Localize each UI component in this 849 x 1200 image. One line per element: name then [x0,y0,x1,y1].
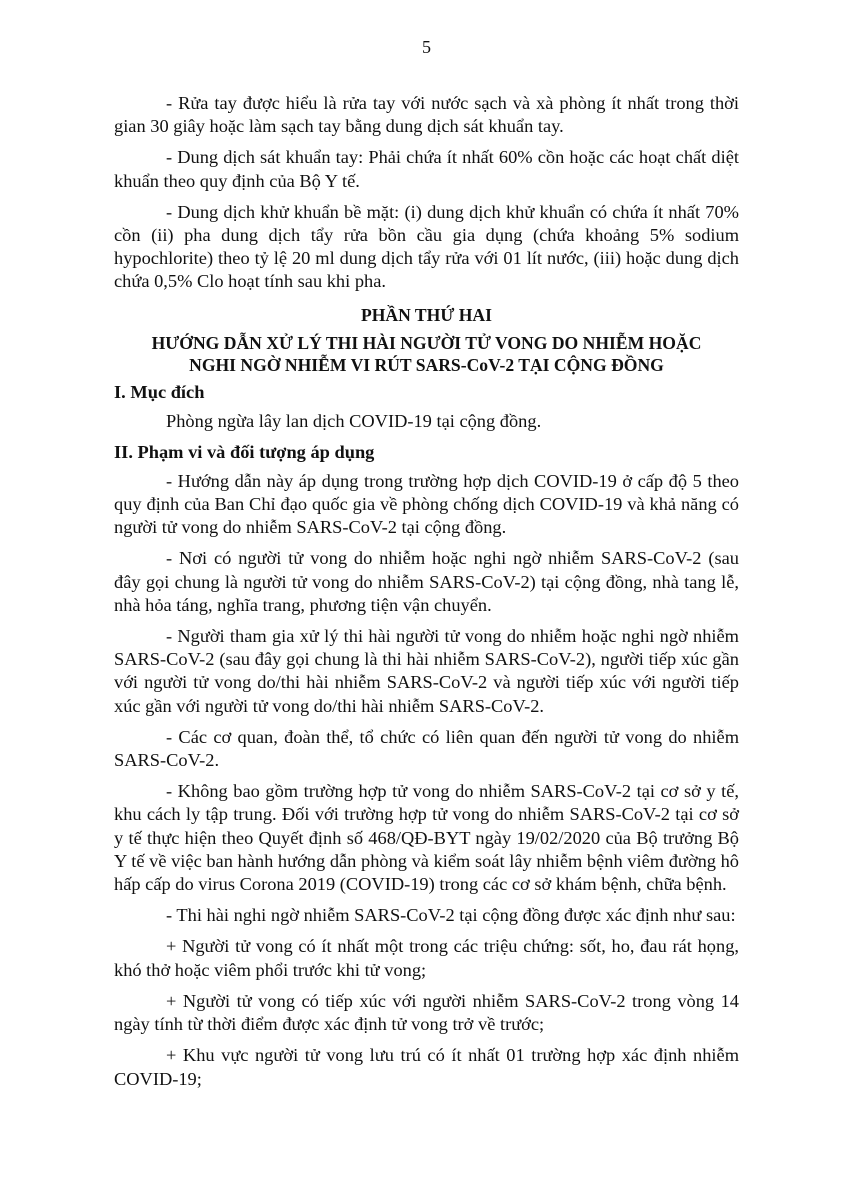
section-2-paragraph: - Các cơ quan, đoàn thể, tổ chức có liên quan đến người tử vong do nhiễm SARS-CoV-2. [114,726,739,771]
section-2-paragraph: - Người tham gia xử lý thi hài người tử vong do nhiễm hoặc nghi ngờ nhiễm SARS-CoV-2 (sau đây gọi chung là thi hài nhiễm SARS-CoV-2), người tiếp xúc gần với người tử vong do/thi hài nhiễm SARS-CoV-2 và người tiếp xúc với người tiếp xúc gần với người tử vong do/thi hài nhiễm SARS-CoV-2. [114,626,739,716]
paragraph-hand-sanitizer: - Dung dịch sát khuẩn tay: Phải chứa ít nhất 60% cồn hoặc các hoạt chất diệt khuẩn theo quy định của Bộ Y tế. [114,147,739,191]
section-2-paragraph: + Khu vực người tử vong lưu trú có ít nhất 01 trường hợp xác định nhiễm COVID-19; [114,1045,739,1089]
section-1-paragraph: Phòng ngừa lây lan dịch COVID-19 tại cộng đồng. [166,410,542,431]
paragraph-hand-washing: - Rửa tay được hiểu là rửa tay với nước sạch và xà phòng ít nhất trong thời gian 30 giây hoặc làm sạch tay bằng dung dịch sát khuẩn tay. [114,93,739,137]
paragraph-surface-disinfectant: - Dung dịch khử khuẩn bề mặt: (i) dung dịch khử khuẩn có chứa ít nhất 70% cồn (ii) pha dung dịch tẩy rửa bồn cầu gia dụng (chứa khoảng 5% sodium hypochlorite) theo tỷ lệ 20 ml dung dịch tẩy rửa với 01 lít nước, (iii) hoặc dung dịch chứa 0,5% Clo hoạt tính sau khi pha. [114,201,739,292]
section-1-heading: I. Mục đích [114,381,205,402]
guide-title-line-2: NGHI NGỜ NHIỄM VI RÚT SARS-CoV-2 TẠI CỘNG ĐỒNG [189,355,664,376]
section-2-paragraph: - Nơi có người tử vong do nhiễm hoặc nghi ngờ nhiễm SARS-CoV-2 (sau đây gọi chung là người tử vong do nhiễm SARS-CoV-2) tại cộng đồng, nhà tang lễ, nhà hỏa táng, nghĩa trang, phương tiện vận chuyển. [114,548,739,615]
section-2-paragraph: - Hướng dẫn này áp dụng trong trường hợp dịch COVID-19 ở cấp độ 5 theo quy định của Ban Chỉ đạo quốc gia về phòng chống dịch COVID-19 và khả năng có người tử vong do nhiễm SARS-CoV-2 tại cộng đồng. [114,470,739,538]
part-title: PHẦN THỨ HAI [361,304,492,325]
guide-title [114,332,739,377]
page-number: 5 [422,37,431,57]
section-2-paragraph: - Không bao gồm trường hợp tử vong do nhiễm SARS-CoV-2 tại cơ sở y tế, khu cách ly tập trung. Đối với trường hợp tử vong do nhiễm SARS-CoV-2 tại cơ sở y tế thực hiện theo Quyết định số 468/QĐ-BYT ngày 19/02/2020 của Bộ trưởng Bộ Y tế về việc ban hành hướng dẫn phòng và kiểm soát lây nhiễm bệnh viêm đường hô hấp cấp do virus Corona 2019 (COVID-19) trong các cơ sở khám bệnh, chữa bệnh. [114,781,739,895]
section-2-paragraph: - Thi hài nghi ngờ nhiễm SARS-CoV-2 tại cộng đồng được xác định như sau: [166,905,736,926]
section-2-paragraph: + Người tử vong có tiếp xúc với người nhiễm SARS-CoV-2 trong vòng 14 ngày tính từ thời điểm được xác định tử vong trở về trước; [114,990,739,1035]
section-2-heading: II. Phạm vi và đối tượng áp dụng [114,441,375,462]
section-2-paragraph: + Người tử vong có ít nhất một trong các triệu chứng: sốt, ho, đau rát họng, khó thở hoặc viêm phổi trước khi tử vong; [114,936,739,980]
guide-title-line-1: HƯỚNG DẪN XỬ LÝ THI HÀI NGƯỜI TỬ VONG DO NHIỄM HOẶC [151,332,702,353]
